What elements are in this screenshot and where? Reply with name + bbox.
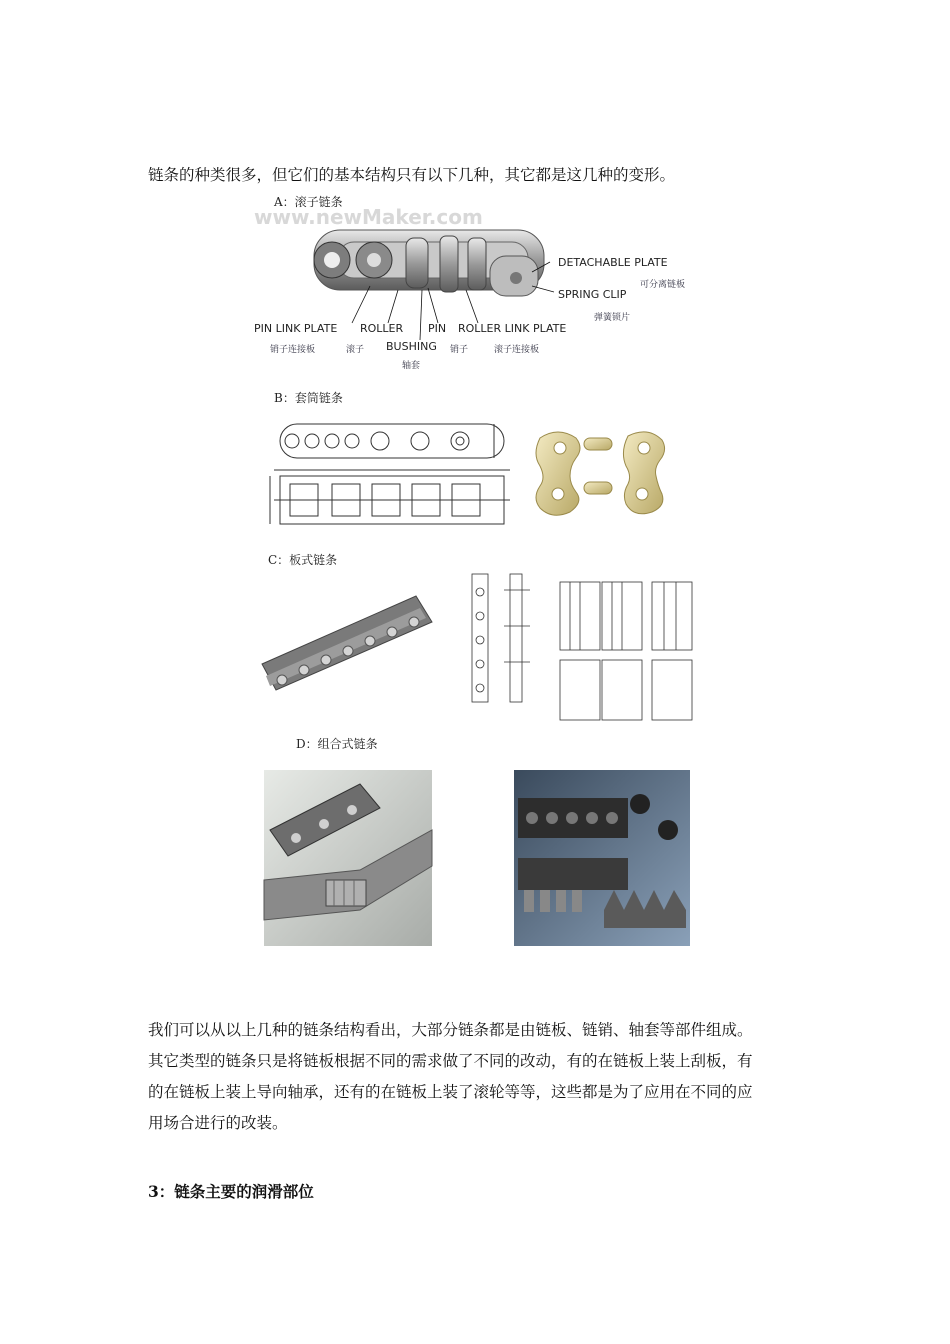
body-line: 的在链板上装上导向轴承，还有的在链板上装了滚轮等等，这些都是为了应用在不同的应 xyxy=(148,1083,753,1101)
combination-chain-photo-1 xyxy=(264,770,432,946)
section-heading: 3：链条主要的润滑部位 xyxy=(148,1182,314,1201)
label-roller-link-plate: ROLLER LINK PLATE xyxy=(458,322,567,335)
label-detachable-plate: DETACHABLE PLATE xyxy=(558,256,668,269)
leaf-chain-drawing xyxy=(472,574,692,720)
label-pin-link-plate: PIN LINK PLATE xyxy=(254,322,338,335)
label-spring-clip: SPRING CLIP xyxy=(558,288,627,301)
label-detachable-plate-cn: 可分离链板 xyxy=(640,280,686,290)
chain-figure-svg xyxy=(240,190,710,960)
roller-chain-illustration xyxy=(314,230,544,296)
body-line: 其它类型的链条只是将链板根据不同的需求做了不同的改动，有的在链板上装上刮板，有 xyxy=(148,1052,753,1070)
label-bushing-cn: 轴套 xyxy=(402,361,421,371)
section-b-label: B：套筒链条 xyxy=(274,391,343,405)
label-pin: PIN xyxy=(428,322,447,335)
body-line: 用场合进行的改装。 xyxy=(148,1114,288,1132)
chain-types-figure xyxy=(240,190,710,960)
section-d-label: D：组合式链条 xyxy=(296,737,378,751)
watermark: www.newMaker.com xyxy=(254,205,483,229)
label-roller-cn: 滚子 xyxy=(346,345,365,355)
label-pin-cn: 销子 xyxy=(450,345,469,355)
intro-paragraph: 链条的种类很多，但它们的基本结构只有以下几种，其它都是这几种的变形。 xyxy=(148,166,676,184)
bush-chain-drawing xyxy=(270,424,510,524)
combination-chain-photo-2 xyxy=(514,770,690,946)
leaf-chain-photo xyxy=(262,596,432,690)
section-c-label: C：板式链条 xyxy=(268,553,338,567)
label-roller-link-plate-cn: 滚子连接板 xyxy=(494,345,540,355)
label-roller: ROLLER xyxy=(360,322,404,335)
label-pin-link-plate-cn: 销子连接板 xyxy=(270,345,316,355)
section-a-label: A：滚子链条 xyxy=(274,195,343,209)
label-bushing: BUSHING xyxy=(386,340,437,353)
bush-chain-parts-photo xyxy=(536,432,665,515)
label-spring-clip-cn: 弹簧锁片 xyxy=(594,313,631,323)
body-line: 我们可以从以上几种的链条结构看出，大部分链条都是由链板、链销、轴套等部件组成。 xyxy=(148,1021,753,1039)
